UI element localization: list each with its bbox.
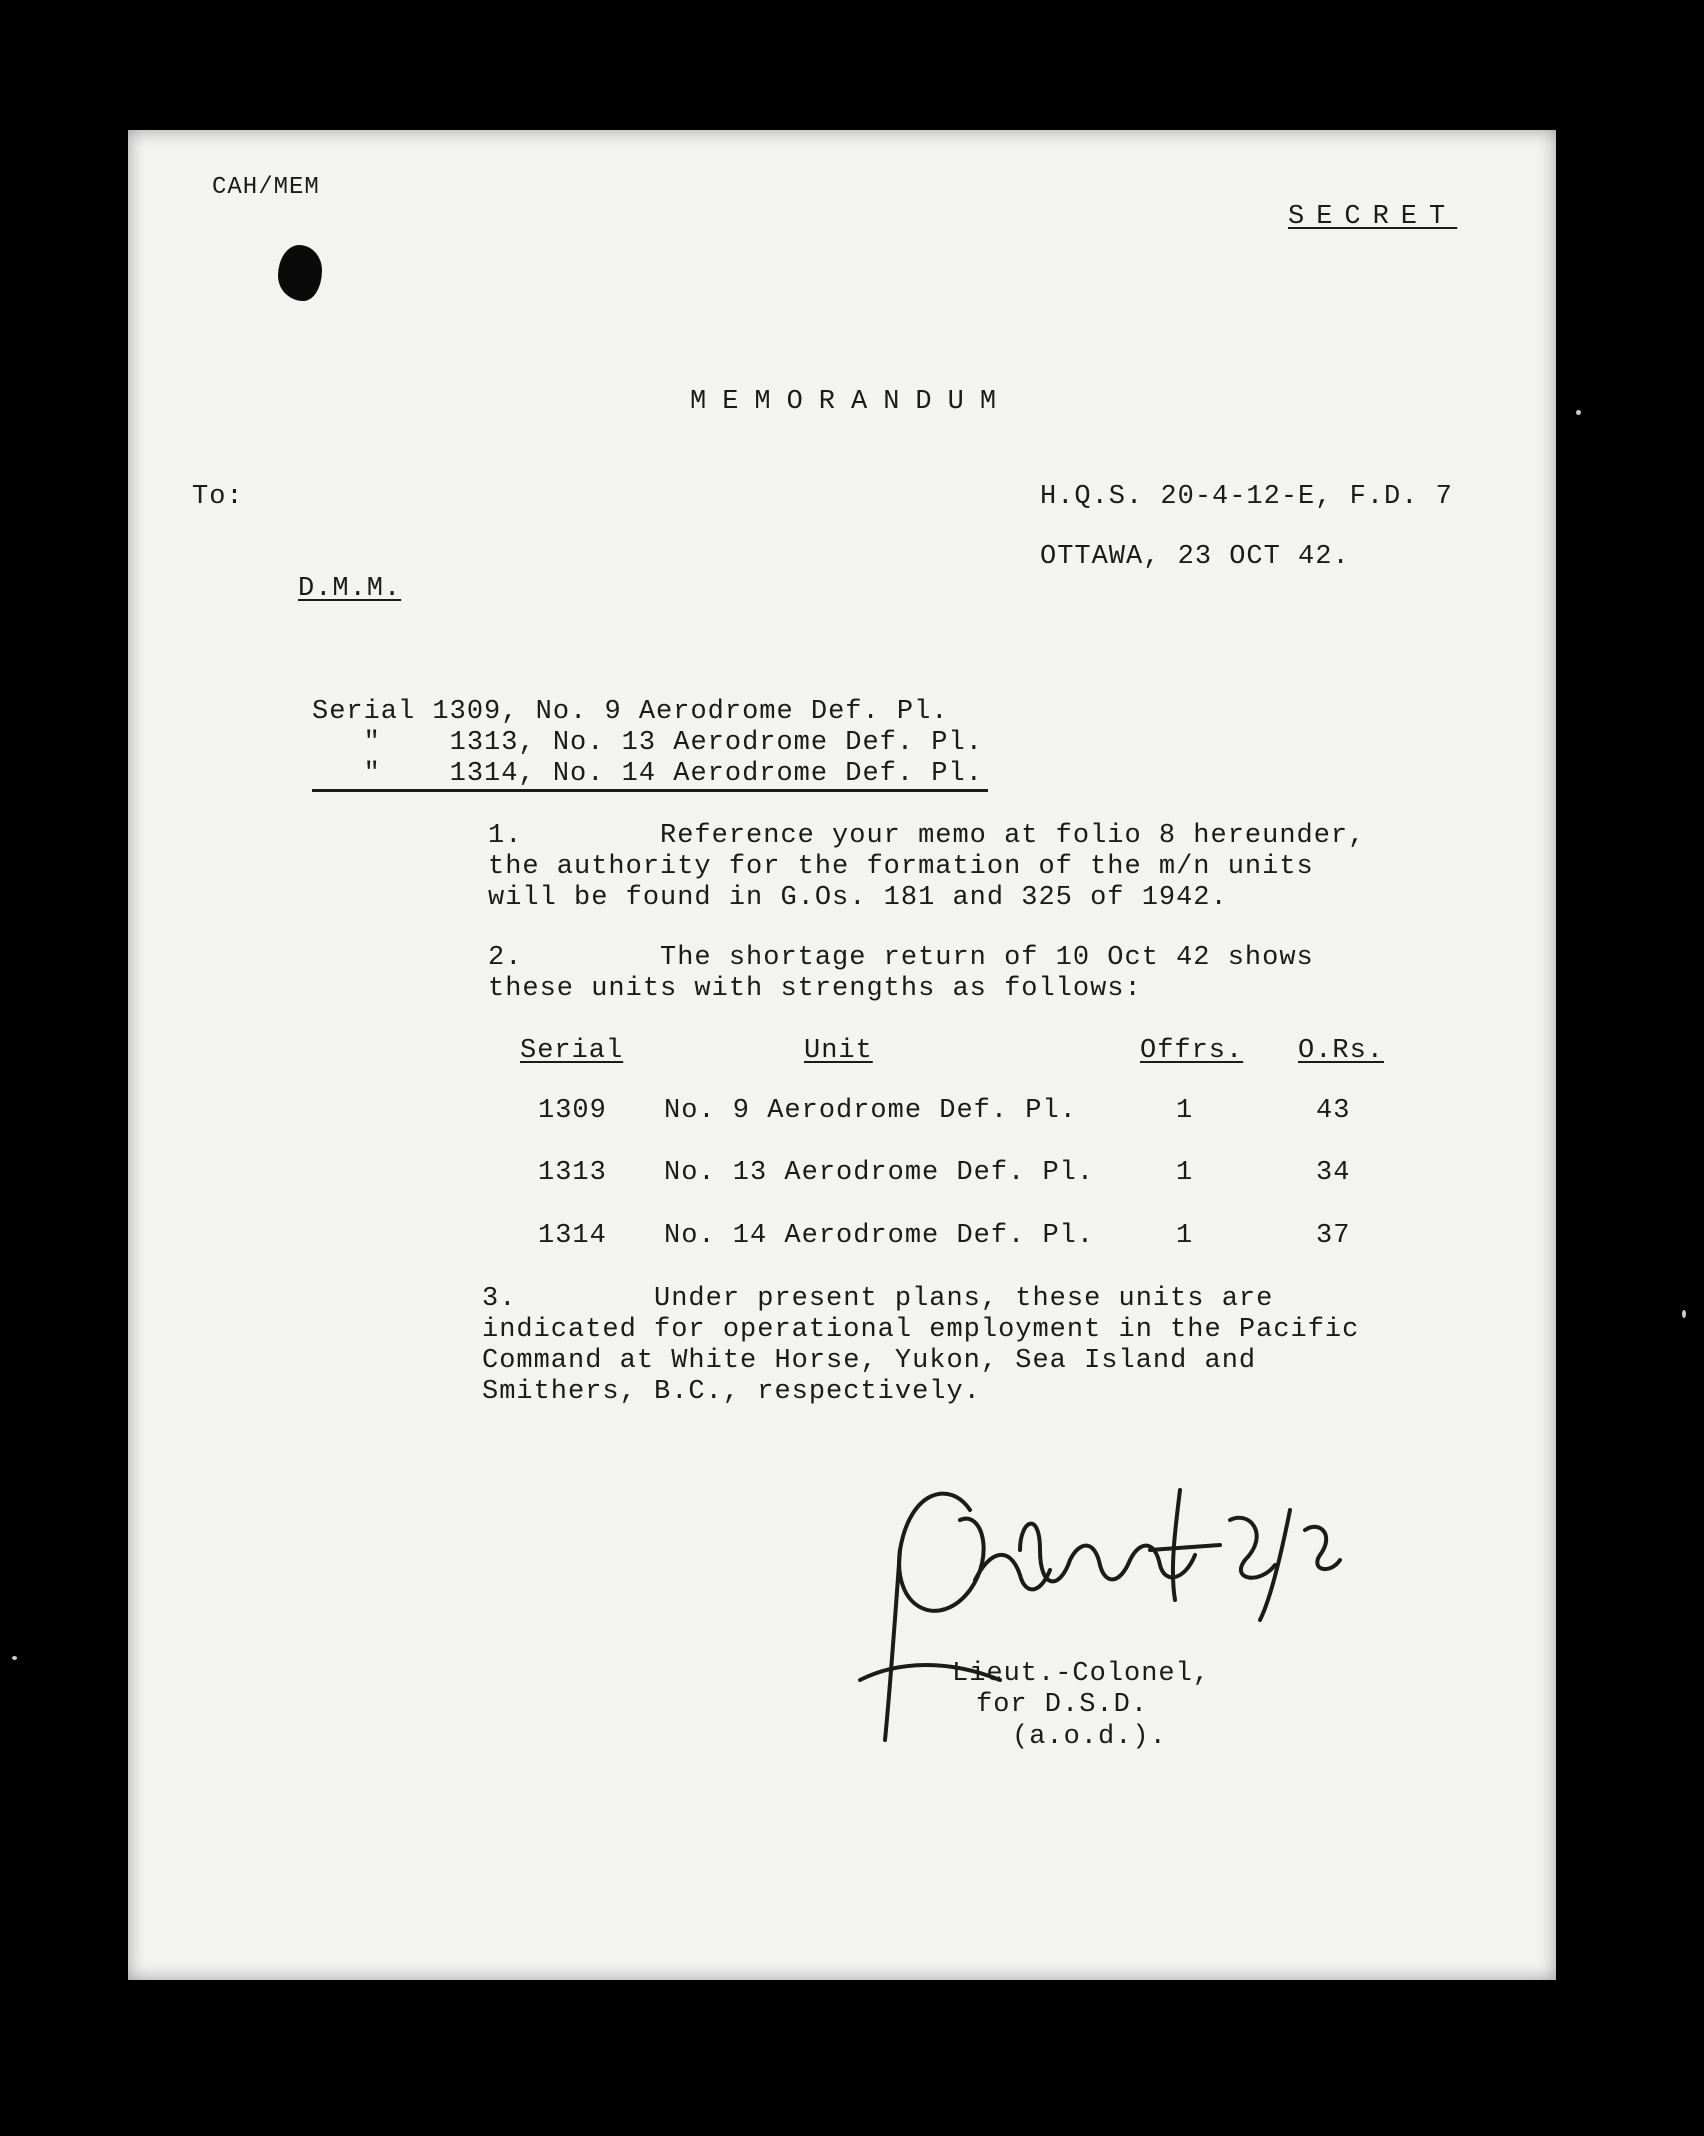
ink-blot (278, 245, 322, 301)
recipient: D.M.M. (298, 574, 402, 604)
column-header-ors: O.Rs. (1298, 1036, 1385, 1066)
to-label: To: (192, 482, 244, 512)
column-header-offrs: Offrs. (1140, 1036, 1244, 1066)
signatory-for: for D.S.D. (976, 1690, 1149, 1720)
paragraph-line: 1. Reference your memo at folio 8 hereunder, (488, 821, 1366, 851)
scan-speck (12, 1656, 17, 1660)
cell-ors: 37 (1316, 1221, 1351, 1251)
cell-offrs: 1 (1176, 1158, 1194, 1188)
signatory-rank: Lieut.-Colonel, (952, 1659, 1211, 1689)
reference-initials: CAH/MEM (212, 174, 320, 201)
paragraph-line: will be found in G.Os. 181 and 325 of 1942. (488, 883, 1228, 913)
subject-line: " 1314, No. 14 Aerodrome Def. Pl. (312, 759, 983, 789)
cell-ors: 43 (1316, 1096, 1351, 1126)
cell-serial: 1309 (538, 1096, 607, 1126)
paragraph-line: 3. Under present plans, these units are (482, 1284, 1274, 1314)
place-and-date: OTTAWA, 23 OCT 42. (1040, 542, 1350, 572)
cell-unit: No. 14 Aerodrome Def. Pl. (664, 1221, 1095, 1251)
cell-serial: 1313 (538, 1158, 607, 1188)
paragraph-line: 2. The shortage return of 10 Oct 42 shows (488, 943, 1314, 973)
subject-line: " 1313, No. 13 Aerodrome Def. Pl. (312, 728, 983, 758)
column-header-unit: Unit (804, 1036, 873, 1066)
paragraph-line: indicated for operational employment in the Pacific (482, 1315, 1360, 1345)
paragraph-line: Smithers, B.C., respectively. (482, 1377, 981, 1407)
cell-unit: No. 13 Aerodrome Def. Pl. (664, 1158, 1095, 1188)
cell-offrs: 1 (1176, 1221, 1194, 1251)
subject-line: Serial 1309, No. 9 Aerodrome Def. Pl. (312, 697, 949, 727)
paragraph-line: these units with strengths as follows: (488, 974, 1142, 1004)
classification-stamp: SECRET (1288, 202, 1458, 232)
column-header-serial: Serial (520, 1036, 624, 1066)
paragraph-line: Command at White Horse, Yukon, Sea Island and (482, 1346, 1257, 1376)
subject-underline (312, 789, 988, 792)
cell-serial: 1314 (538, 1221, 607, 1251)
file-reference: H.Q.S. 20-4-12-E, F.D. 7 (1040, 482, 1453, 512)
cell-ors: 34 (1316, 1158, 1351, 1188)
scan-speck (1682, 1310, 1686, 1318)
cell-offrs: 1 (1176, 1096, 1194, 1126)
cell-unit: No. 9 Aerodrome Def. Pl. (664, 1096, 1077, 1126)
paragraph-line: the authority for the formation of the m/n units (488, 852, 1314, 882)
memo-title: MEMORANDUM (690, 387, 1013, 417)
signatory-aod: (a.o.d.). (1012, 1722, 1167, 1752)
scan-speck (1576, 410, 1581, 415)
